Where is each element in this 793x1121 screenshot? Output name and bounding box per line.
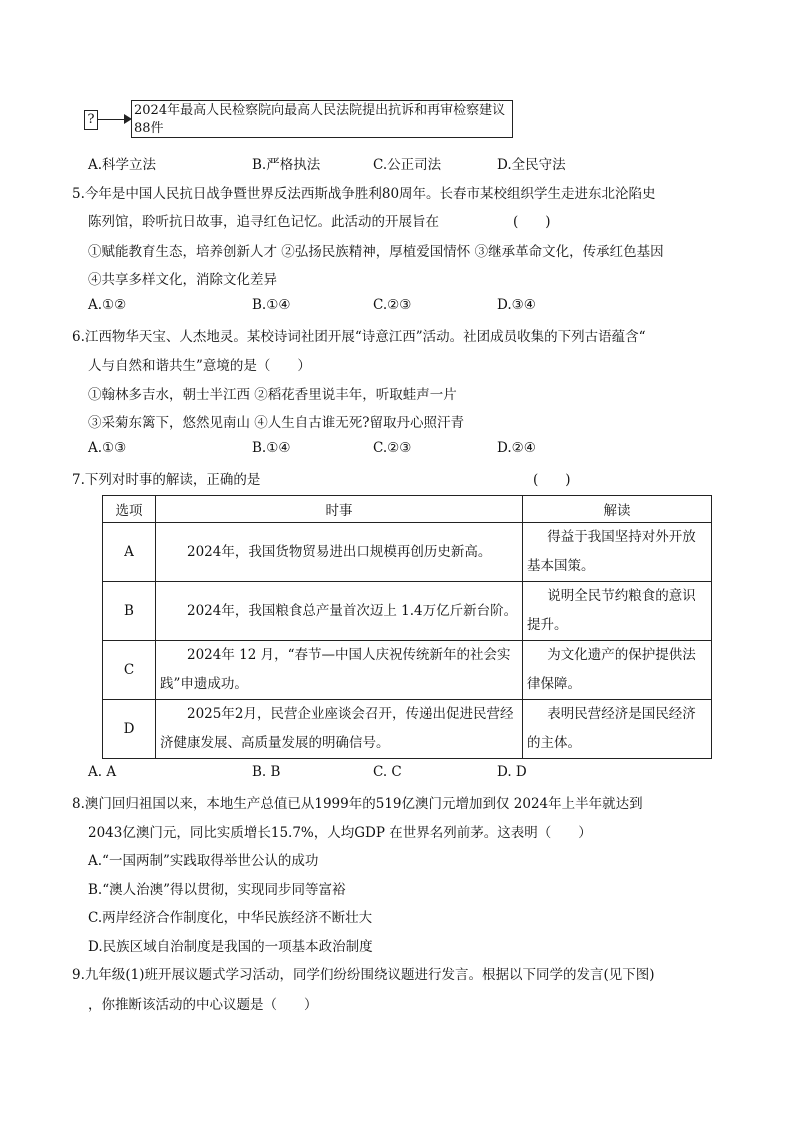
row-event: 2025年2月，民营企业座谈会召开，传递出促进民营经济健康发展、高质量发展的明确信号。 (156, 700, 523, 759)
q7-option-b: B. B (252, 764, 281, 780)
q6-stem-line1: 6.江西物华天宝、人杰地灵。某校诗词社团开展“诗意江西”活动。社团成员收集的下列古语蕴含“ (72, 329, 646, 345)
header-event: 时事 (156, 496, 523, 523)
row-option: A (103, 523, 156, 582)
q8-stem-line2: 2043亿澳门元，同比实质增长15.7%，人均GDP 在世界名列前茅。这表明（ ） (88, 825, 592, 841)
q4-option-a: A.科学立法 (88, 157, 157, 173)
q5-option-a: A.①② (88, 297, 127, 313)
header-reading: 解读 (523, 496, 712, 523)
table-row (103, 523, 712, 582)
q5-option-b: B.①④ (252, 297, 291, 313)
row-event: 2024年 12 月，“春节—中国人庆祝传统新年的社会实践”申遗成功。 (156, 641, 523, 700)
row-option: D (103, 700, 156, 759)
q7-option-c: C. C (373, 764, 402, 780)
q6-option-d: D.②④ (497, 440, 536, 456)
event-box: 2024年最高人民检察院向最高人民法院提出抗诉和再审检察建议88件 (131, 100, 513, 138)
q6-items-line1: ①翰林多吉水，朝士半江西 ②稻花香里说丰年，听取蛙声一片 (88, 387, 457, 403)
row-reading: 为文化遗产的保护提供法律保障。 (523, 641, 712, 700)
table-row (103, 641, 712, 700)
q9-stem-line1: 9.九年级(1)班开展议题式学习活动，同学们纷纷围绕议题进行发言。根据以下同学的发言(见下图) (72, 967, 655, 983)
row-option: C (103, 641, 156, 700)
q7-answer-paren: ( ) (533, 472, 571, 488)
q6-stem-line2: 人与自然和谐共生”意境的是（ ） (88, 358, 311, 374)
q7-option-d: D. D (497, 764, 527, 780)
table-row (103, 700, 712, 759)
row-reading: 说明全民节约粮食的意识提升。 (523, 582, 712, 641)
q5-items-line1: ①赋能教育生态，培养创新人才 ②弘扬民族精神，厚植爱国情怀 ③继承革命文化，传承红色基因 (88, 244, 664, 260)
q4-option-c: C.公正司法 (373, 157, 442, 173)
q4-option-d: D.全民守法 (497, 157, 566, 173)
row-option: B (103, 582, 156, 641)
q6-items-line2: ③采菊东篱下，悠然见南山 ④人生自古谁无死?留取丹心照汗青 (88, 415, 465, 431)
q8-option-a: A.“一国两制”实践取得举世公认的成功 (88, 853, 319, 869)
q5-answer-paren: ( ) (513, 214, 551, 230)
q8-stem-line1: 8.澳门回归祖国以来，本地生产总值已从1999年的519亿澳门元增加到仅 2024年上半年就达到 (72, 796, 643, 812)
q8-option-c: C.两岸经济合作制度化，中华民族经济不断壮大 (88, 910, 373, 926)
row-event: 2024年，我国货物贸易进出口规模再创历史新高。 (156, 523, 523, 582)
table-row (103, 582, 712, 641)
q5-stem-line1: 5.今年是中国人民抗日战争暨世界反法西斯战争胜利80周年。长春市某校组织学生走进东北沦陷史 (72, 186, 656, 202)
arrow-line (98, 119, 126, 120)
row-reading: 得益于我国坚持对外开放基本国策。 (523, 523, 712, 582)
q7-stem: 7.下列对时事的解读，正确的是 (72, 472, 261, 488)
row-reading: 表明民营经济是国民经济的主体。 (523, 700, 712, 759)
q9-stem-line2: ，你推断该活动的中心议题是（ ） (88, 997, 318, 1013)
q5-stem-line2: 陈列馆，聆听抗日故事，追寻红色记忆。此活动的开展旨在 (88, 214, 439, 230)
q6-option-c: C.②③ (373, 440, 412, 456)
q5-option-c: C.②③ (373, 297, 412, 313)
q7-option-a: A. A (88, 764, 117, 780)
q6-option-b: B.①④ (252, 440, 291, 456)
q6-option-a: A.①③ (88, 440, 127, 456)
q8-option-b: B.“澳人治澳”得以贯彻，实现同步同等富裕 (88, 882, 346, 898)
row-event: 2024年，我国粮食总产量首次迈上 1.4万亿斤新台阶。 (156, 582, 523, 641)
q5-option-d: D.③④ (497, 297, 536, 313)
header-option: 选项 (103, 496, 156, 523)
unknown-box: ? (84, 110, 98, 130)
q7-table (102, 495, 712, 759)
q4-option-b: B.严格执法 (252, 157, 321, 173)
table-header-row (103, 496, 712, 523)
q8-option-d: D.民族区域自治制度是我国的一项基本政治制度 (88, 939, 373, 955)
q5-items-line2: ④共享多样文化，消除文化差异 (88, 272, 277, 288)
